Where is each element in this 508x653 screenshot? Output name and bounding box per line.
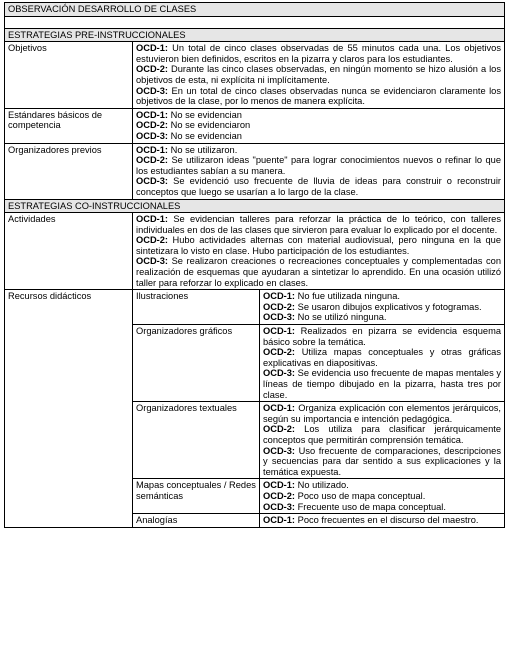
code-label: OCD-1: [263, 515, 296, 526]
code-label: OCD-1: [136, 144, 169, 155]
code-label: OCD-3: [263, 368, 296, 379]
code-label: OCD-3: [263, 445, 296, 456]
row-content [133, 143, 505, 199]
observation-table [4, 2, 505, 528]
section-heading-row [5, 28, 505, 42]
blank-row [5, 16, 505, 28]
subrow-label: Organizadores textuales [133, 402, 260, 479]
row-label: Objetivos [5, 42, 133, 109]
code-text: Frecuente uso de mapa conceptual. [295, 501, 446, 512]
code-text: No se evidencian [168, 130, 242, 141]
code-text: Poco frecuentes en el discurso del maestro. [295, 515, 479, 526]
code-text: No se utilizaron. [168, 144, 238, 155]
row-label: Recursos didácticos [5, 290, 133, 527]
row-label: Actividades [5, 213, 133, 290]
subrow-label: Analogías [133, 514, 260, 528]
title-row [5, 3, 505, 17]
code-label: OCD-3: [136, 176, 169, 187]
code-label: OCD-1: [263, 291, 296, 302]
code-text: Se realizaron creaciones o recreaciones conceptuales y complementadas con realización de esquemas que ayudaran a sintetizar lo aprendido. En una ocasión utilizó taller para reforzar lo explicado en clases. [136, 256, 501, 288]
code-label: OCD-1: [136, 43, 169, 54]
code-label: OCD-2: [263, 424, 296, 435]
code-text: Uso frecuente de comparaciones, descripciones y secuencias para dar sentido a sus explicaciones y la temática expuesta. [263, 445, 501, 477]
code-label: OCD-1: [136, 214, 169, 225]
subrow-content [260, 402, 505, 479]
code-text: Durante las cinco clases observadas, en ningún momento se hizo alusión a los objetivos de esta, ni explícita ni implícitamente. [136, 64, 501, 85]
code-label: OCD-2: [263, 490, 296, 501]
table-row [5, 143, 505, 199]
code-label: OCD-3: [136, 256, 169, 267]
table-row [5, 213, 505, 290]
code-label: OCD-2: [136, 120, 169, 131]
code-text: Organiza explicación con elementos jerárquicos, según su importancia e intención pedagógica. [263, 403, 501, 424]
section-heading: ESTRATEGIAS PRE-INSTRUCCIONALES [5, 28, 505, 42]
code-text: No se evidenciaron [168, 120, 251, 131]
subrow-label: Ilustraciones [133, 290, 260, 325]
row-content [133, 42, 505, 109]
table-row [5, 290, 505, 325]
code-text: Se evidencia uso frecuente de mapas mentales y líneas de tiempo dibujado en la pizarra, hasta tres por clase. [263, 368, 501, 400]
code-text: Poco uso de mapa conceptual. [295, 490, 426, 501]
code-text: Los utiliza para clasificar jerárquicamente conceptos que permitirán comprensión temática. [263, 424, 501, 445]
code-label: OCD-2: [136, 235, 169, 246]
table-row [5, 42, 505, 109]
code-label: OCD-1: [263, 326, 296, 337]
subrow-content [260, 514, 505, 528]
subrow-label: Mapas conceptuales / Redes semánticas [133, 479, 260, 514]
code-text: No se utilizó ninguna. [295, 312, 387, 323]
code-text: No se evidencian [168, 109, 242, 120]
code-text: Realizados en pizarra se evidencia esquema básico sobre la temática. [263, 326, 501, 347]
code-text: En un total de cinco clases observadas nunca se evidenciaron claramente los objetivos de la clase, por lo menos de manera explícita. [136, 85, 501, 107]
code-text: Se evidencian talleres para reforzar la práctica de lo teórico, con talleres individuales en dos de las clases que sirvieron para evaluar lo explicado por el docente. [136, 214, 501, 235]
row-label: Organizadores previos [5, 143, 133, 199]
code-text: Un total de cinco clases observadas de 55 minutos cada una. Los objetivos estuvieron bien definidos, escritos en la pizarra y claros para los estudiantes. [136, 43, 501, 64]
subrow-content [260, 325, 505, 402]
code-text: Se utilizaron ideas "puente" para lograr conocimientos nuevos o refinar lo que los estudiantes sabían a su manera. [136, 155, 501, 176]
code-label: OCD-2: [136, 64, 169, 75]
subrow-content [260, 290, 505, 325]
code-text: Utiliza mapas conceptuales y otras gráficas explicativas en diapositivas. [263, 347, 501, 368]
code-text: Se usaron dibujos explicativos y fotogramas. [295, 301, 482, 312]
code-text: No utilizado. [295, 480, 349, 491]
code-label: OCD-3: [263, 501, 296, 512]
code-label: OCD-3: [136, 85, 169, 96]
row-label: Estándares básicos de competencia [5, 108, 133, 143]
code-label: OCD-2: [263, 347, 296, 358]
code-text: Se evidenció uso frecuente de lluvia de ideas para construir o reconstruir conceptos que luego se usarían a lo largo de la clase. [136, 176, 501, 197]
code-label: OCD-1: [263, 403, 296, 414]
code-text: No fue utilizada ninguna. [295, 291, 400, 302]
subrow-content [260, 479, 505, 514]
row-content [133, 108, 505, 143]
section-heading-row [5, 199, 505, 213]
code-label: OCD-3: [263, 312, 296, 323]
table-row [5, 108, 505, 143]
code-label: OCD-1: [263, 480, 296, 491]
subrow-label: Organizadores gráficos [133, 325, 260, 402]
row-content [133, 213, 505, 290]
code-label: OCD-2: [263, 301, 296, 312]
document-title: OBSERVACIÓN DESARROLLO DE CLASES [5, 3, 505, 17]
code-label: OCD-2: [136, 155, 169, 166]
section-heading: ESTRATEGIAS CO-INSTRUCCIONALES [5, 199, 505, 213]
code-label: OCD-1: [136, 109, 169, 120]
code-label: OCD-3: [136, 130, 169, 141]
code-text: Hubo actividades alternas con material audiovisual, pero ninguna en la que sintetizara lo visto en clase. Hubo participación de los estudiantes. [136, 235, 501, 256]
